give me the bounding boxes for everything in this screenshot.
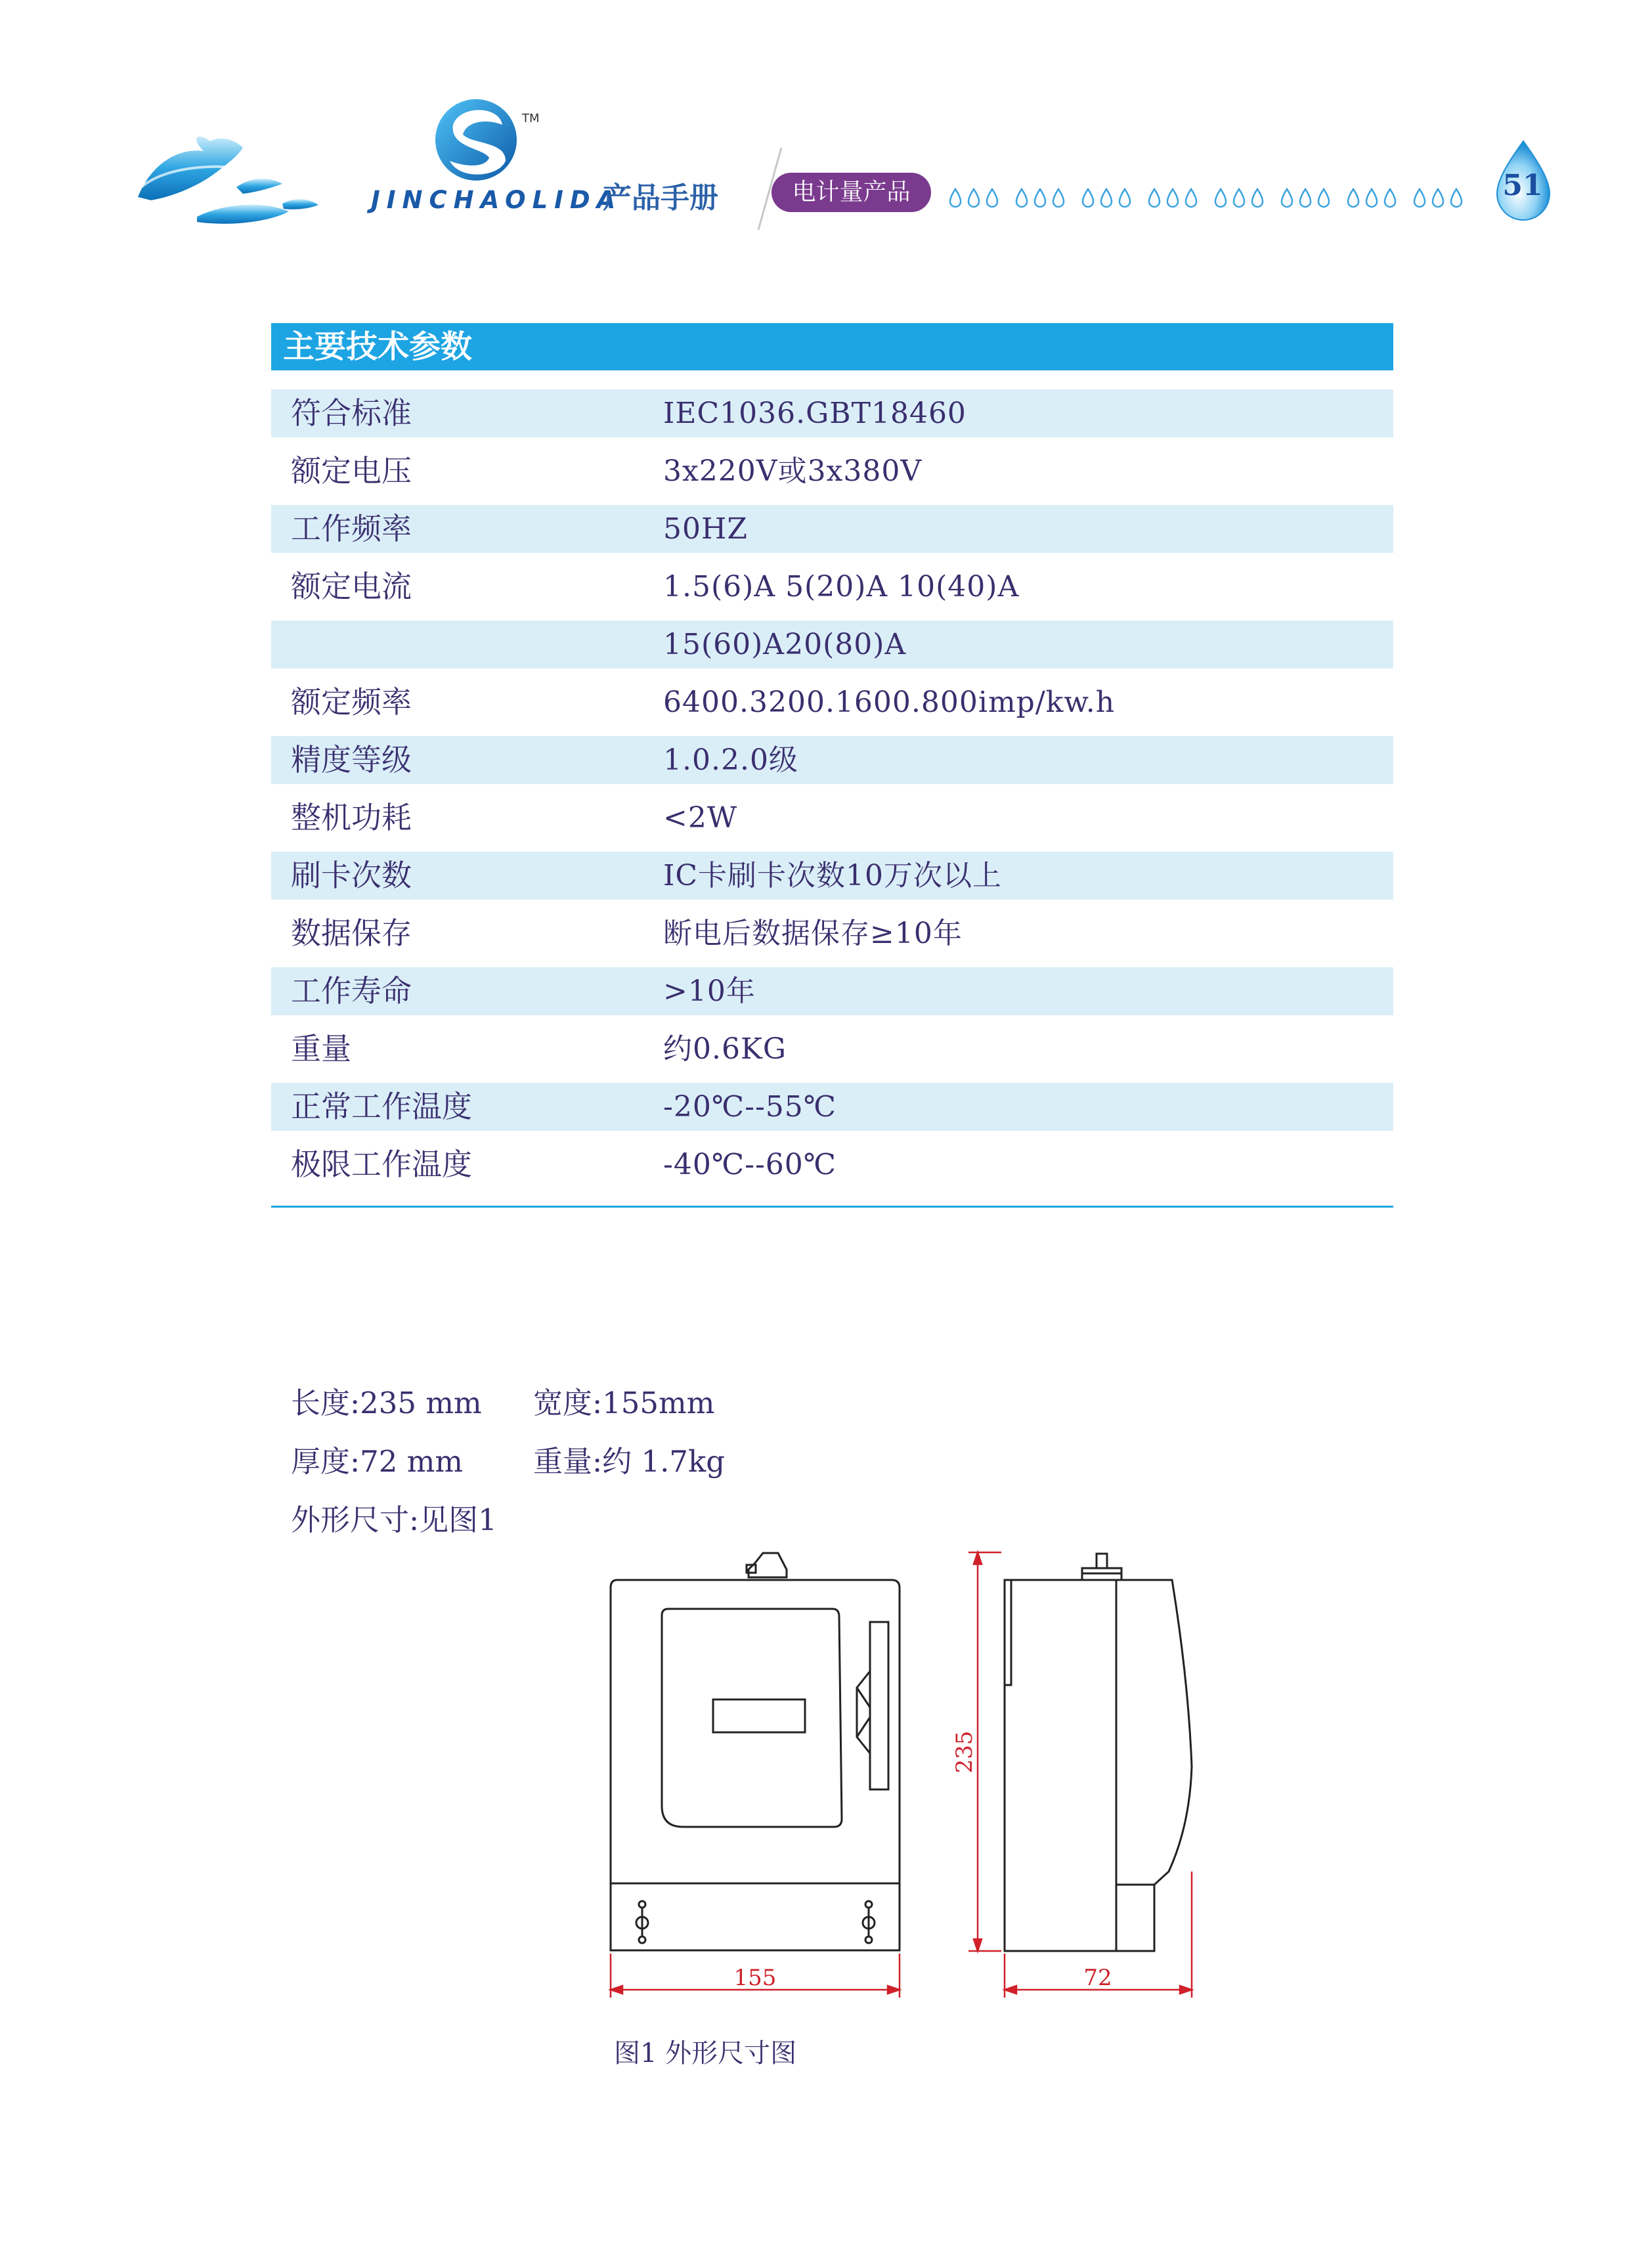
spec-value: -40℃--60℃ [663, 1148, 837, 1181]
spec-label: 精度等级 [291, 742, 412, 778]
spec-value: 15(60)A20(80)A [663, 628, 907, 661]
terminal-screw-icon [863, 1901, 875, 1943]
spec-row [271, 1141, 1393, 1198]
spec-value: 50HZ [663, 512, 748, 546]
spec-value: <2W [663, 801, 738, 835]
spec-value: 断电后数据保存≥10年 [663, 917, 963, 950]
spec-table-bottom-rule [271, 1206, 1393, 1208]
spec-row [271, 909, 1393, 967]
spec-label: 工作寿命 [291, 973, 412, 1009]
meter-front-view [611, 1553, 900, 1950]
spec-value: -20℃--55℃ [663, 1090, 837, 1124]
depth-dimension-label: 72 [1083, 1965, 1112, 1991]
dimension-lines [611, 1552, 1192, 1998]
trademark-mark: TM [522, 112, 540, 125]
spec-label: 额定电流 [291, 569, 412, 604]
spec-label: 工作频率 [291, 511, 412, 546]
spec-label: 符合标准 [291, 395, 412, 431]
spec-row [271, 967, 1393, 1025]
terminal-screw-icon [636, 1901, 648, 1943]
spec-row [271, 736, 1393, 794]
page-number: 51 [1502, 169, 1543, 202]
category-badge: 电计量产品 [772, 173, 931, 212]
dolphin-wave-icon [138, 137, 318, 224]
spec-value: IEC1036.GBT18460 [663, 397, 967, 430]
spec-label: 正常工作温度 [291, 1089, 472, 1124]
length-text: 长度:235 mm [291, 1386, 482, 1420]
brand-name: JINCHAOLIDA [371, 186, 622, 214]
spec-label: 额定电压 [291, 453, 412, 489]
spec-value: 约0.6KG [663, 1032, 787, 1066]
spec-row [271, 1025, 1393, 1083]
width-dimension-label: 155 [733, 1965, 777, 1991]
spec-row [271, 678, 1393, 736]
spec-table [271, 323, 1393, 1198]
meter-side-view [1005, 1554, 1192, 1951]
spec-row [271, 505, 1393, 563]
spec-value: 3x220V或3x380V [663, 454, 923, 488]
spec-value: IC卡刷卡次数10万次以上 [663, 859, 1003, 892]
spec-table-title: 主要技术参数 [271, 323, 1393, 370]
spec-value: >10年 [663, 975, 756, 1008]
spec-row [271, 621, 1393, 678]
outline-dimension-drawing [591, 1530, 1221, 2029]
spec-value: 6400.3200.1600.800imp/kw.h [663, 686, 1116, 719]
company-logo-icon [435, 99, 517, 181]
manual-title: 产品手册 [603, 181, 718, 215]
water-drops-row [950, 189, 1462, 207]
spec-row [271, 447, 1393, 505]
thickness-text: 厚度:72 mm [291, 1444, 464, 1479]
width-text: 宽度:155mm [533, 1386, 715, 1420]
spec-value: 1.0.2.0级 [663, 743, 798, 777]
spec-label: 极限工作温度 [291, 1147, 472, 1182]
height-dimension-label: 235 [951, 1730, 978, 1774]
outline-text: 外形尺寸:见图1 [291, 1502, 497, 1537]
spec-label: 重量 [291, 1031, 351, 1066]
spec-label: 数据保存 [291, 915, 412, 951]
spec-label: 额定频率 [291, 684, 412, 720]
spec-row [271, 852, 1393, 909]
spec-row [271, 389, 1393, 447]
spec-row [271, 794, 1393, 852]
spec-label: 整机功耗 [291, 800, 412, 835]
figure-caption: 图1 外形尺寸图 [614, 2038, 797, 2069]
spec-label: 刷卡次数 [291, 858, 412, 893]
spec-row [271, 563, 1393, 621]
spec-value: 1.5(6)A 5(20)A 10(40)A [663, 570, 1020, 603]
weight-text: 重量:约 1.7kg [533, 1444, 726, 1479]
spec-row [271, 1083, 1393, 1141]
